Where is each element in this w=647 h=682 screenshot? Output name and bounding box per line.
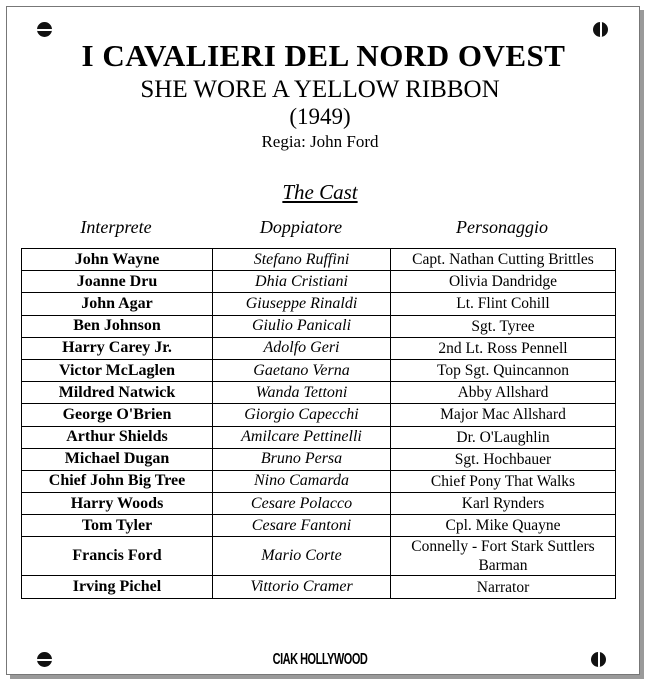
character-cell: Cpl. Mike Quayne [391, 515, 616, 537]
character-cell: Narrator [391, 576, 616, 598]
actor-cell: Irving Pichel [22, 576, 213, 598]
character-cell: Abby Allshard [391, 382, 616, 404]
table-row [22, 426, 616, 448]
table-row [22, 493, 616, 515]
english-title: SHE WORE A YELLOW RIBBON [140, 76, 500, 103]
actor-cell: Michael Dugan [22, 448, 213, 470]
voice-actor-cell: Nino Camarda [213, 470, 391, 492]
voice-actor-cell: Bruno Persa [213, 448, 391, 470]
voice-actor-cell: Amilcare Pettinelli [213, 426, 391, 448]
table-row [22, 515, 616, 537]
character-cell: Dr. O'Laughlin [391, 426, 616, 448]
voice-actor-cell: Wanda Tettoni [213, 382, 391, 404]
actor-cell: Ben Johnson [22, 315, 213, 337]
screw-top-left-icon [37, 22, 52, 37]
release-year: (1949) [289, 104, 351, 129]
voice-actor-cell: Stefano Ruffini [213, 249, 391, 271]
column-header-actor: Interprete [80, 217, 152, 237]
actor-cell: George O'Brien [22, 404, 213, 426]
column-header-voice: Doppiatore [259, 217, 343, 237]
actor-cell: Mildred Natwick [22, 382, 213, 404]
actor-cell: Harry Carey Jr. [22, 337, 213, 359]
actor-cell: John Wayne [22, 249, 213, 271]
table-row [22, 537, 616, 576]
character-cell: Olivia Dandridge [391, 271, 616, 293]
table-row [22, 315, 616, 337]
voice-actor-cell: Mario Corte [213, 537, 391, 576]
voice-actor-cell: Giulio Panicali [213, 315, 391, 337]
voice-actor-cell: Giuseppe Rinaldi [213, 293, 391, 315]
character-cell: 2nd Lt. Ross Pennell [391, 337, 616, 359]
actor-cell: Harry Woods [22, 493, 213, 515]
character-cell: Top Sgt. Quincannon [391, 359, 616, 381]
character-cell: Sgt. Hochbauer [391, 448, 616, 470]
table-row [22, 293, 616, 315]
character-cell: Major Mac Allshard [391, 404, 616, 426]
table-row [22, 404, 616, 426]
actor-cell: Chief John Big Tree [22, 470, 213, 492]
voice-actor-cell: Adolfo Geri [213, 337, 391, 359]
character-cell: Sgt. Tyree [391, 315, 616, 337]
actor-cell: Arthur Shields [22, 426, 213, 448]
voice-actor-cell: Giorgio Capecchi [213, 404, 391, 426]
table-row [22, 382, 616, 404]
voice-actor-cell: Gaetano Verna [213, 359, 391, 381]
voice-actor-cell: Cesare Fantoni [213, 515, 391, 537]
character-cell: Capt. Nathan Cutting Brittles [391, 249, 616, 271]
actor-cell: John Agar [22, 293, 213, 315]
table-row [22, 249, 616, 271]
ciak-hollywood-logo: CIAK HOLLYWOOD [272, 651, 368, 669]
table-row [22, 359, 616, 381]
character-cell: Chief Pony That Walks [391, 470, 616, 492]
character-cell: Karl Rynders [391, 493, 616, 515]
voice-actor-cell: Cesare Polacco [213, 493, 391, 515]
section-title: The Cast [282, 180, 358, 204]
voice-actor-cell: Vittorio Cramer [213, 576, 391, 598]
voice-actor-cell: Dhia Cristiani [213, 271, 391, 293]
table-row [22, 448, 616, 470]
table-row [22, 337, 616, 359]
actor-cell: Joanne Dru [22, 271, 213, 293]
character-cell: Connelly - Fort Stark Suttlers Barman [391, 537, 616, 576]
actor-cell: Victor McLaglen [22, 359, 213, 381]
table-row [22, 576, 616, 598]
character-cell: Lt. Flint Cohill [391, 293, 616, 315]
actor-cell: Tom Tyler [22, 515, 213, 537]
screw-top-right-icon [593, 22, 608, 37]
director-credit: Regia: John Ford [261, 132, 379, 151]
table-row [22, 470, 616, 492]
actor-cell: Francis Ford [22, 537, 213, 576]
column-header-role: Personaggio [456, 217, 548, 237]
table-row [22, 271, 616, 293]
italian-title: I CAVALIERI DEL NORD OVEST [81, 38, 566, 73]
cast-table [21, 248, 616, 599]
